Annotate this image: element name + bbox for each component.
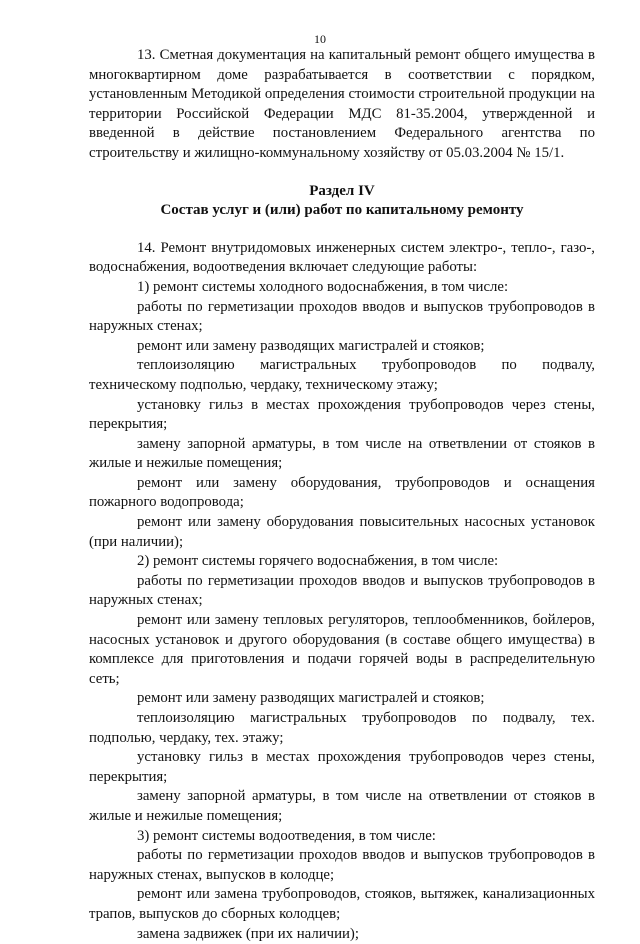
list-item: установку гильз в местах прохождения трубопроводов через стены, перекрытия; xyxy=(89,749,595,785)
page-number: 10 xyxy=(314,32,326,46)
section-title: Состав услуг и (или) работ по капитальному ремонту xyxy=(160,202,524,219)
list-item: работы по герметизации проходов вводов и выпусков трубопроводов в наружных стенах, выпусков в колодце; xyxy=(89,847,595,883)
list-item: ремонт или замену разводящих магистралей и стояков; xyxy=(137,337,485,354)
list-item: 1) ремонт системы холодного водоснабжения, в том числе: xyxy=(137,278,509,295)
list-item: замена задвижек (при их наличии); xyxy=(137,925,359,942)
list-item: ремонт или замену оборудования повысительных насосных установок (при наличии); xyxy=(89,514,595,550)
list-item: теплоизоляцию магистральных трубопроводов по подвалу, техническому подполью, чердаку, техническому этажу; xyxy=(89,357,595,393)
list-item: 2) ремонт системы горячего водоснабжения, в том числе: xyxy=(137,553,499,570)
list-item: установку гильз в местах прохождения трубопроводов через стены, перекрытия; xyxy=(89,396,595,433)
list-item: ремонт или замену тепловых регуляторов, теплообменников, бойлеров, насосных установок и другого оборудования (в составе общего имущества) в комплексе для приготовления и подачи горячей воды в распределительную сеть; xyxy=(89,612,595,687)
list-item: теплоизоляцию магистральных трубопроводов по подвалу, тех. подполью, чердаку, тех. этажу; xyxy=(89,710,595,746)
list-item: ремонт или замена трубопроводов, стояков, вытяжек, канализационных трапов, выпусков до сборных колодцев; xyxy=(89,886,595,922)
list-item: работы по герметизации проходов вводов и выпусков трубопроводов в наружных стенах; xyxy=(89,298,595,335)
section-number: Раздел IV xyxy=(309,182,375,199)
paragraph-14: 14. Ремонт внутридомовых инженерных систем электро-, тепло-, газо-, водоснабжения, водоотведения включает следующие работы: xyxy=(89,239,595,276)
list-item: замену запорной арматуры, в том числе на ответвлении от стояков в жилые и нежилые помещения; xyxy=(89,435,595,472)
list-item: работы по герметизации проходов вводов и выпусков трубопроводов в наружных стенах; xyxy=(89,572,595,609)
paragraph-13: 13. Сметная документация на капитальный ремонт общего имущества в многоквартирном доме разрабатывается в соответствии с порядком, установленным Методикой определения стоимости строительной продукции на территории Российской Федерации МДС 81-35.2004, утвержденной и введенной в действие постановлением Федерального агентства по строительству и жилищно-коммунальному хозяйству от 05.03.2004 № 15/1. xyxy=(89,47,595,161)
list-item: замену запорной арматуры, в том числе на ответвлении от стояков в жилые и нежилые помещения; xyxy=(89,788,595,824)
list-item: 3) ремонт системы водоотведения, в том числе: xyxy=(137,827,436,844)
list-item: ремонт или замену оборудования, трубопроводов и оснащения пожарного водопровода; xyxy=(89,474,595,511)
document-body xyxy=(89,46,595,944)
list-item: ремонт или замену разводящих магистралей и стояков; xyxy=(137,690,485,707)
